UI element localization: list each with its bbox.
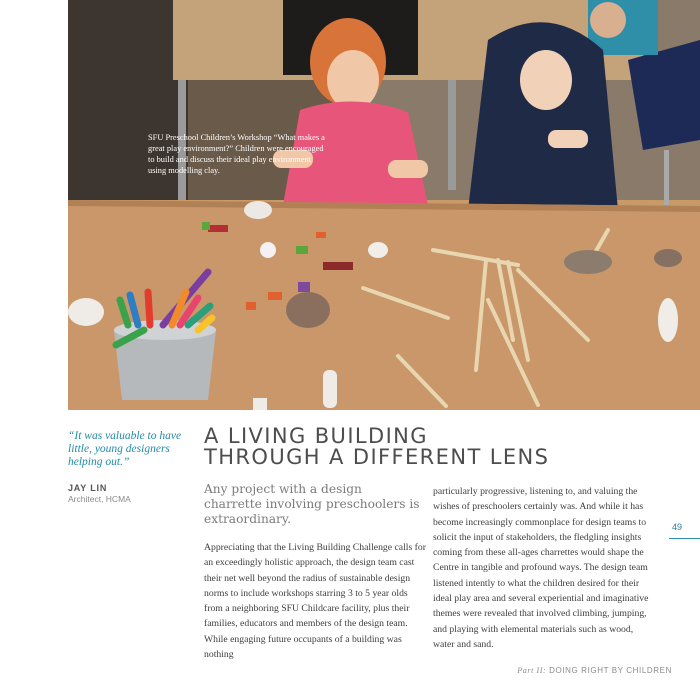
running-footer bbox=[517, 666, 672, 675]
workshop-photo bbox=[68, 0, 700, 410]
pull-quote: “It was valuable to have little, young designers helping out.” bbox=[68, 430, 182, 468]
page-number-rule bbox=[669, 538, 700, 539]
quote-author-role: Architect, HCMA bbox=[68, 494, 131, 504]
photo-illustration bbox=[68, 0, 700, 410]
title-line-1: A LIVING BUILDING bbox=[204, 424, 428, 448]
body-column-2: particularly progressive, listening to, and valuing the wishes of preschoolers certainly was. And while it has become increasingly commonplace for design teams to solicit the input of stakeholders, the fledgling insights coming from these all-ages charrettes would shape the Centre in tangible and profound ways. The design team listened intently to what the children desired for their ideal play area and several experiential and imaginative themes were revealed that involved climbing, jumping, and playing with elemental materials such as wood, water and sand. bbox=[433, 486, 649, 650]
footer-part: Part II: bbox=[517, 666, 547, 675]
photo-caption: SFU Preschool Children’s Workshop “What makes a great play environment?” Children were encouraged to build and discuss their ideal play environment using modelling clay. bbox=[148, 133, 325, 175]
article-title bbox=[204, 426, 624, 468]
body-column-1: Appreciating that the Living Building Challenge calls for an exceedingly holistic approach, the design team cast their net well beyond the radius of sustainable design norms to include workshops starring 3 to 5 year olds from a neighboring SFU Childcare facility, plus their families, educators and members of the design team. While engaging future occupants of a building was nothing bbox=[204, 542, 426, 661]
quote-author-name: JAY LIN bbox=[68, 483, 108, 493]
footer-section: DOING RIGHT BY CHILDREN bbox=[549, 666, 672, 675]
page-number: 49 bbox=[671, 522, 682, 532]
title-line-2: THROUGH A DIFFERENT LENS bbox=[204, 445, 550, 469]
article-lead: Any project with a design charrette involving preschoolers is extraordinary. bbox=[204, 482, 420, 526]
